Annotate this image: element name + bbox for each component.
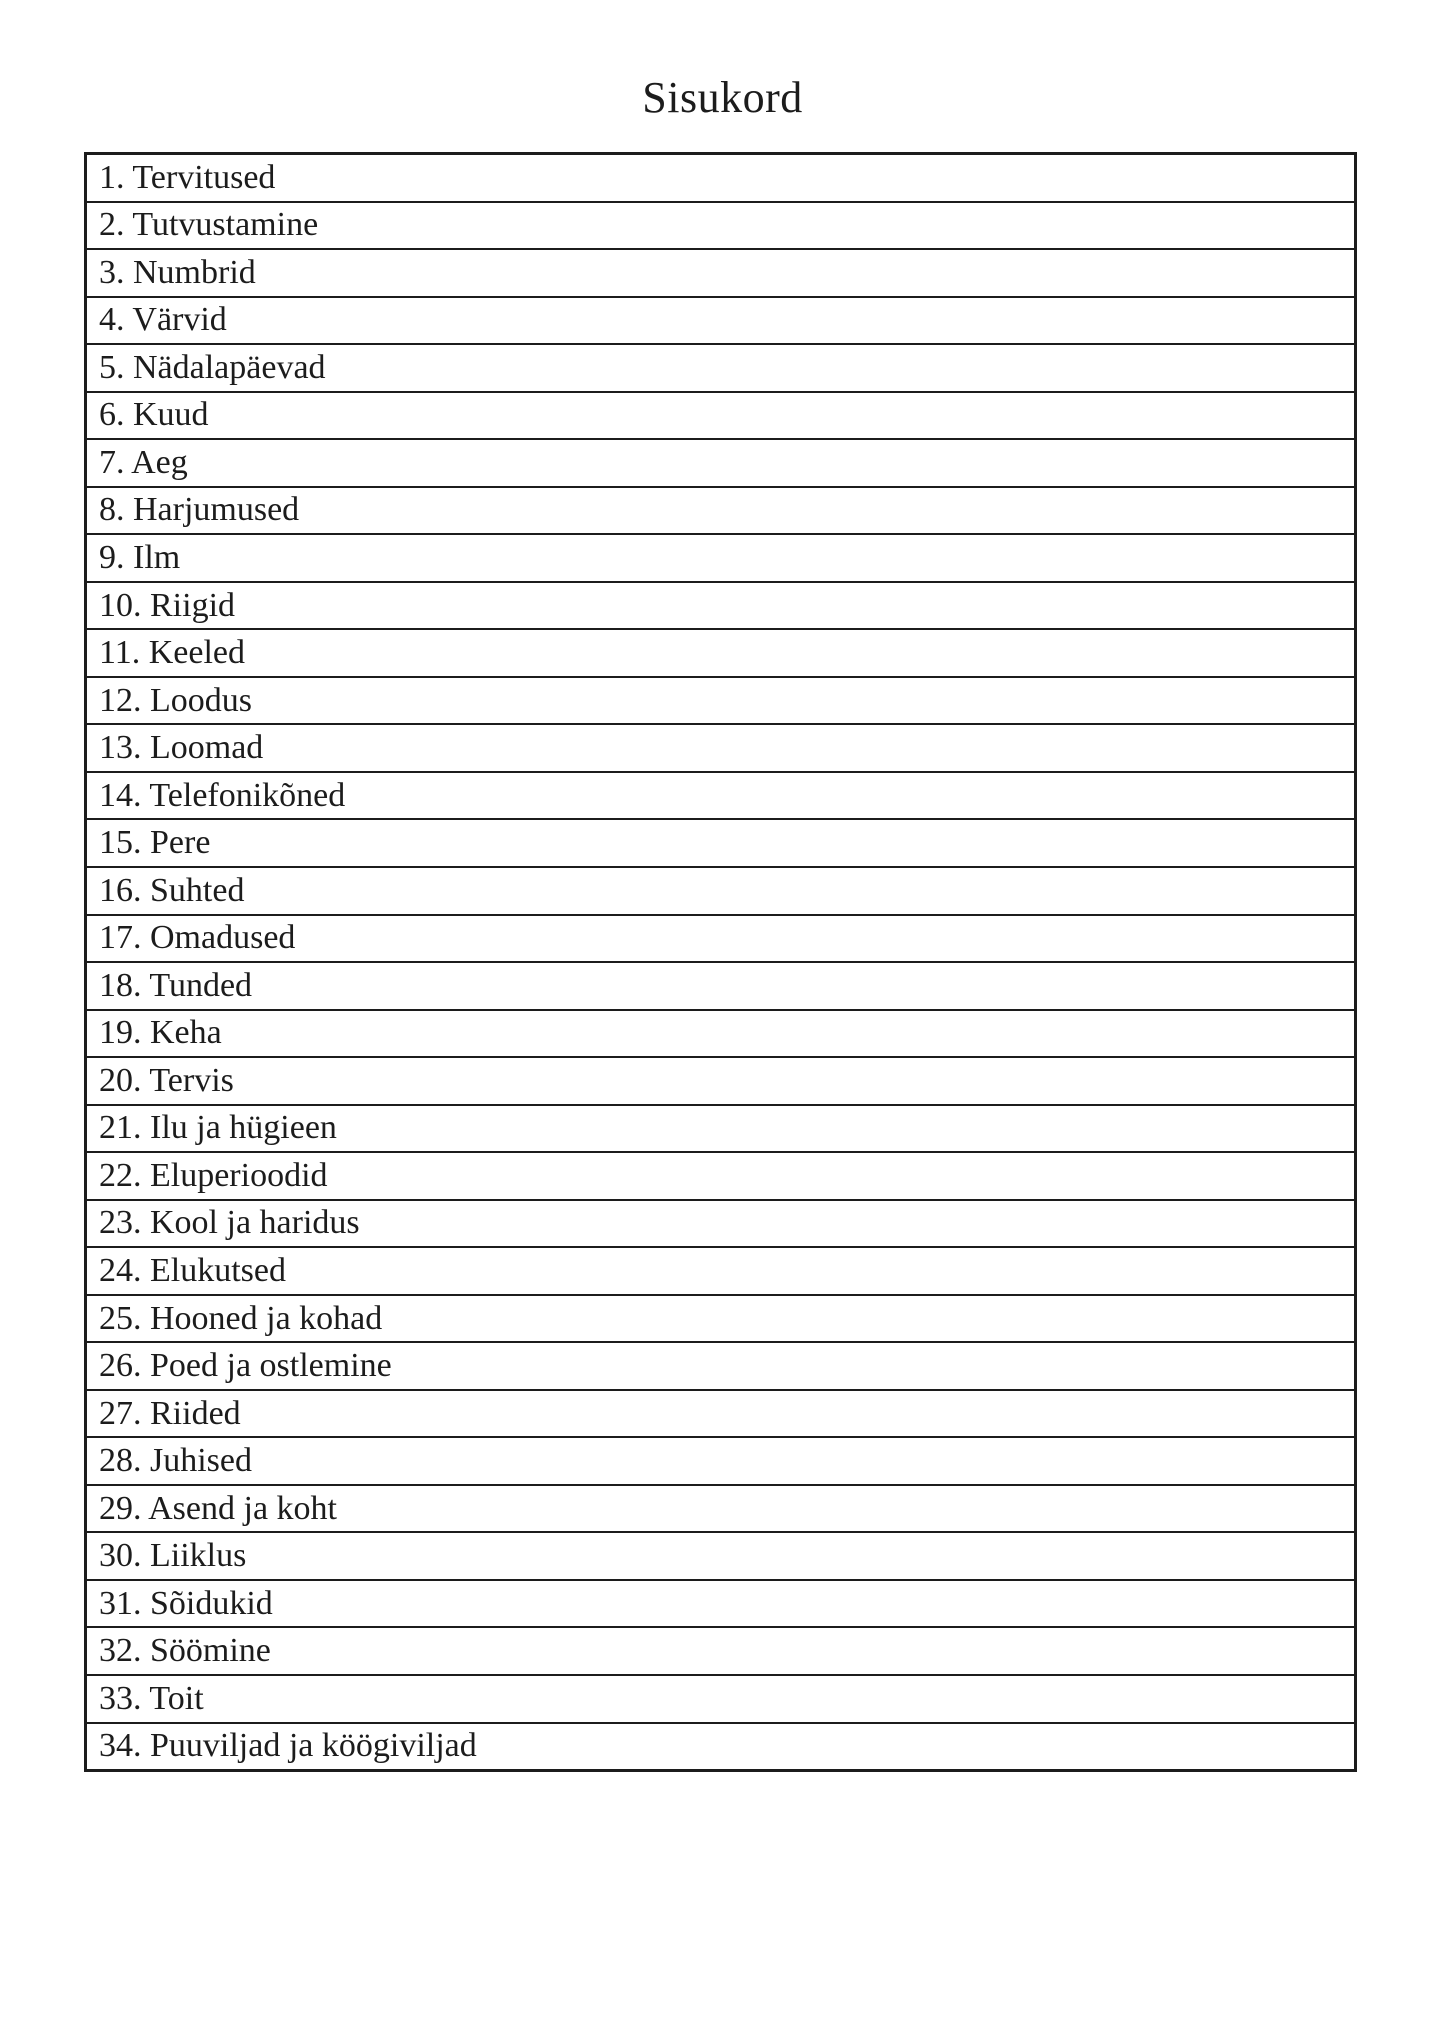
toc-row: 26. Poed ja ostlemine <box>87 1341 1354 1389</box>
toc-row: 3. Numbrid <box>87 248 1354 296</box>
toc-row: 21. Ilu ja hügieen <box>87 1104 1354 1152</box>
toc-row: 22. Eluperioodid <box>87 1151 1354 1199</box>
toc-row: 14. Telefonikõned <box>87 771 1354 819</box>
toc-row: 15. Pere <box>87 818 1354 866</box>
toc-row: 30. Liiklus <box>87 1531 1354 1579</box>
toc-row: 18. Tunded <box>87 961 1354 1009</box>
toc-row: 29. Asend ja koht <box>87 1484 1354 1532</box>
toc-row: 4. Värvid <box>87 296 1354 344</box>
toc-row: 33. Toit <box>87 1674 1354 1722</box>
toc-row: 31. Sõidukid <box>87 1579 1354 1627</box>
toc-row: 5. Nädalapäevad <box>87 343 1354 391</box>
toc-row: 6. Kuud <box>87 391 1354 439</box>
toc-row: 2. Tutvustamine <box>87 201 1354 249</box>
page-title: Sisukord <box>642 73 803 122</box>
toc-row: 8. Harjumused <box>87 486 1354 534</box>
toc-row: 9. Ilm <box>87 533 1354 581</box>
toc-row: 19. Keha <box>87 1009 1354 1057</box>
toc-row: 27. Riided <box>87 1389 1354 1437</box>
toc-row: 13. Loomad <box>87 723 1354 771</box>
toc-row: 11. Keeled <box>87 628 1354 676</box>
toc-row: 23. Kool ja haridus <box>87 1199 1354 1247</box>
toc-row: 32. Söömine <box>87 1626 1354 1674</box>
toc-row: 17. Omadused <box>87 914 1354 962</box>
toc-row: 20. Tervis <box>87 1056 1354 1104</box>
toc-row: 25. Hooned ja kohad <box>87 1294 1354 1342</box>
toc-row: 7. Aeg <box>87 438 1354 486</box>
toc-row: 1. Tervitused <box>99 158 276 196</box>
toc-table <box>84 152 1357 1772</box>
toc-row: 12. Loodus <box>87 676 1354 724</box>
toc-row: 24. Elukutsed <box>87 1246 1354 1294</box>
toc-row: 28. Juhised <box>87 1436 1354 1484</box>
toc-row: 10. Riigid <box>87 581 1354 629</box>
toc-row: 16. Suhted <box>87 866 1354 914</box>
toc-row: 34. Puuviljad ja köögiviljad <box>87 1722 1354 1770</box>
